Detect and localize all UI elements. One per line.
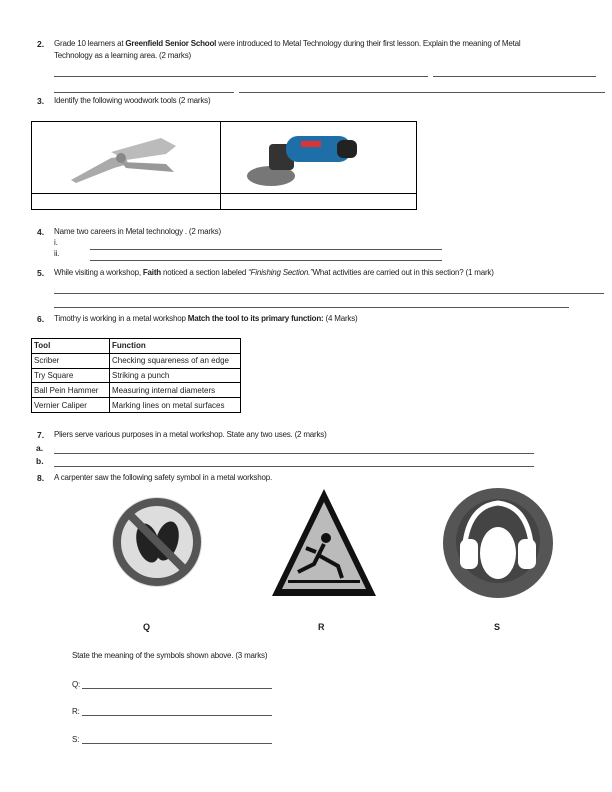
table-row bbox=[32, 383, 241, 398]
header-function: Function bbox=[110, 339, 241, 354]
q3-number: 3. bbox=[37, 96, 45, 106]
function-cell: Measuring internal diameters bbox=[110, 383, 241, 398]
answer-line[interactable] bbox=[90, 260, 442, 261]
q3-text: Identify the following woodwork tools (2 marks) bbox=[54, 96, 211, 105]
answer-line[interactable] bbox=[54, 453, 534, 454]
ear-protection-symbol bbox=[442, 487, 554, 599]
tools-image-table bbox=[31, 121, 417, 210]
q2-number: 2. bbox=[37, 39, 45, 49]
function-cell: Marking lines on metal surfaces bbox=[110, 398, 241, 413]
symbol-label-q: Q bbox=[143, 622, 151, 632]
function-cell: Striking a punch bbox=[110, 368, 241, 383]
pliers-cell bbox=[32, 122, 221, 194]
answer-r-label: R: bbox=[72, 707, 80, 716]
symbol-label-r: R bbox=[318, 622, 325, 632]
q6-text bbox=[54, 314, 358, 323]
answer-line[interactable] bbox=[82, 715, 272, 716]
answer-line[interactable] bbox=[82, 688, 272, 689]
answer-cell[interactable] bbox=[32, 194, 221, 210]
q2-school: Greenfield Senior School bbox=[125, 39, 217, 48]
q5-post: What activities are carried out in this section? (1 mark) bbox=[312, 268, 494, 277]
grinder-cell bbox=[221, 122, 417, 194]
answer-line[interactable] bbox=[54, 76, 428, 77]
answer-s-label: S: bbox=[72, 735, 80, 744]
q2-text-line2: Technology as a learning area. (2 marks) bbox=[54, 51, 191, 60]
q4-ii: ii. bbox=[54, 249, 60, 258]
answer-line[interactable] bbox=[433, 76, 596, 77]
table-row bbox=[32, 353, 241, 368]
table-header-row bbox=[32, 339, 241, 354]
tool-cell: Scriber bbox=[32, 353, 110, 368]
q2-post: were introduced to Metal Technology during their first lesson. Explain the meaning of Metal bbox=[216, 39, 521, 48]
tool-cell: Vernier Caliper bbox=[32, 398, 110, 413]
symbol-label-s: S bbox=[494, 622, 501, 632]
q6-pre: Timothy is working in a metal workshop bbox=[54, 314, 188, 323]
no-sandals-symbol bbox=[110, 495, 205, 590]
q5-text bbox=[54, 268, 494, 277]
q8-prompt: State the meaning of the symbols shown above. (3 marks) bbox=[72, 651, 268, 660]
q7-number: 7. bbox=[37, 430, 45, 440]
angle-grinder-image bbox=[241, 126, 361, 192]
q5-name: Faith bbox=[142, 268, 161, 277]
q4-number: 4. bbox=[37, 227, 45, 237]
q5-section: “Finishing Section.” bbox=[248, 268, 313, 277]
q2-pre: Grade 10 learners at bbox=[54, 39, 126, 48]
slippery-floor-symbol bbox=[268, 486, 380, 600]
answer-line[interactable] bbox=[54, 293, 604, 294]
answer-line[interactable] bbox=[54, 466, 534, 467]
match-table bbox=[31, 338, 241, 413]
q7-b: b. bbox=[36, 456, 44, 466]
q5-mid: noticed a section labeled bbox=[160, 268, 249, 277]
answer-cell[interactable] bbox=[221, 194, 417, 210]
function-cell: Checking squareness of an edge bbox=[110, 353, 241, 368]
q4-text: Name two careers in Metal technology . (2 marks) bbox=[54, 227, 221, 236]
q4-i: i. bbox=[54, 238, 58, 247]
q6-number: 6. bbox=[37, 314, 45, 324]
answer-q-label: Q: bbox=[72, 680, 81, 689]
tool-cell: Try Square bbox=[32, 368, 110, 383]
q8-text: A carpenter saw the following safety symbol in a metal workshop. bbox=[54, 473, 272, 482]
q2-text bbox=[54, 39, 520, 48]
table-row bbox=[32, 368, 241, 383]
q5-pre: While visiting a workshop, bbox=[54, 268, 143, 277]
q5-number: 5. bbox=[37, 268, 45, 278]
header-tool: Tool bbox=[32, 339, 110, 354]
answer-line[interactable] bbox=[54, 307, 569, 308]
answer-line[interactable] bbox=[54, 92, 234, 93]
q8-number: 8. bbox=[37, 473, 45, 483]
q6-post: (4 Marks) bbox=[323, 314, 358, 323]
table-row bbox=[32, 398, 241, 413]
q7-a: a. bbox=[36, 443, 44, 453]
pliers-tool-image bbox=[66, 128, 186, 188]
answer-line[interactable] bbox=[239, 92, 605, 93]
answer-line[interactable] bbox=[90, 249, 442, 250]
answer-line[interactable] bbox=[82, 743, 272, 744]
tool-cell: Ball Pein Hammer bbox=[32, 383, 110, 398]
q6-instruction: Match the tool to its primary function: bbox=[187, 314, 324, 323]
q7-text: Pliers serve various purposes in a metal workshop. State any two uses. (2 marks) bbox=[54, 430, 327, 439]
